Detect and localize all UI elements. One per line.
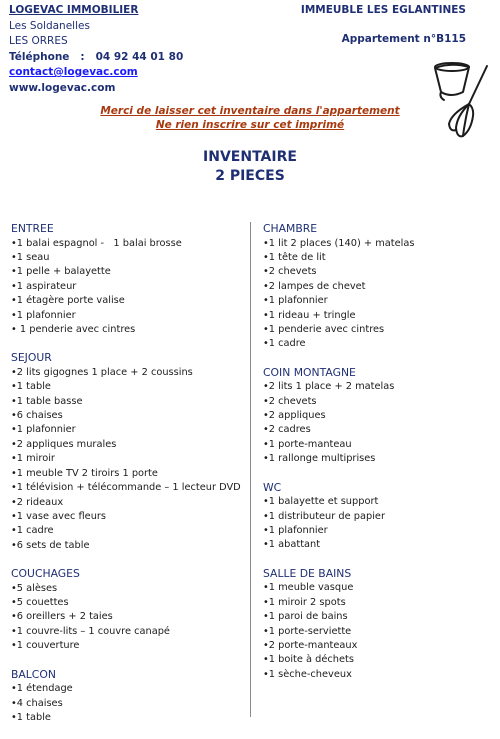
inventory-item: •1 couverture (11, 640, 80, 652)
column-divider (250, 222, 251, 717)
inventory-item: • 1 penderie avec cintres (11, 323, 136, 335)
inventory-item: •2 chevets (263, 266, 317, 278)
inventory-item: •2 chevets (263, 395, 317, 407)
left-column (11, 222, 246, 739)
phone-label: Téléphone (9, 50, 70, 63)
document-title (0, 148, 500, 186)
phone-number: 04 92 44 01 80 (95, 50, 184, 63)
inventory-item: •1 plafonnier (11, 309, 76, 321)
section-title: ENTREE (11, 222, 54, 235)
inventory-item: •2 lampes de chevet (263, 280, 366, 292)
inventory-item: •1 cadre (263, 338, 306, 350)
inventory-item: •1 étendage (11, 683, 73, 695)
agency-website: www.logevac.com (9, 81, 116, 94)
inventory-item: •6 chaises (11, 410, 63, 422)
section-title: COUCHAGES (11, 567, 80, 581)
inventory-item: •1 cadre (11, 525, 54, 537)
right-column (263, 222, 498, 696)
inventory-item: •1 vase avec fleurs (11, 510, 107, 522)
inventory-item: •1 plafonnier (263, 525, 328, 536)
inventory-item: •1 balai espagnol - 1 balai brosse (11, 237, 182, 249)
inventory-item: •1 distributeur de papier (263, 510, 385, 522)
inventory-item: •4 chaises (11, 697, 63, 709)
inventory-item: •6 oreillers + 2 taies (11, 611, 113, 623)
notice-line2: Ne rien inscrire sur cet imprimé (155, 119, 345, 131)
inventory-item: •5 alèses (11, 582, 58, 594)
inventory-item: •1 rallonge multiprises (263, 453, 376, 465)
inventory-item: •2 lits 1 place + 2 matelas (263, 381, 395, 393)
title-line2: 2 PIECES (215, 168, 285, 184)
inventory-section (263, 481, 498, 553)
section-title: COIN MONTAGNE (263, 365, 356, 379)
inventory-section (263, 567, 498, 682)
inventory-item: •2 cadres (263, 424, 311, 436)
agency-address-line2: LES ORRES (9, 35, 68, 47)
inventory-item: •5 couettes (11, 597, 69, 609)
inventory-section (11, 222, 246, 337)
inventory-item: •1 télévision + télécommande – 1 lecteur DVD (11, 482, 241, 494)
inventory-item: •6 sets de table (11, 539, 90, 551)
inventory-item: •1 porte-serviette (263, 625, 352, 637)
section-title: BALCON (11, 667, 56, 681)
agency-contact-block (9, 3, 183, 96)
inventory-section (263, 222, 498, 352)
inventory-item: •1 porte-manteau (263, 438, 352, 450)
agency-name: LOGEVAC IMMOBILIER (9, 4, 139, 16)
inventory-item: •1 table (11, 711, 51, 723)
building-block (301, 3, 466, 47)
inventory-item: •1 plafonnier (11, 424, 76, 436)
apartment-number: Appartement n°B115 (341, 32, 466, 45)
title-line1: INVENTAIRE (203, 149, 297, 165)
inventory-item: •2 appliques (263, 410, 326, 422)
agency-email-link[interactable]: contact@logevac.com (9, 66, 138, 78)
section-title: CHAMBRE (263, 222, 318, 235)
inventory-item: •1 paroi de bains (263, 611, 348, 623)
inventory-item: •1 table (11, 381, 51, 393)
inventory-item: •1 penderie avec cintres (263, 323, 385, 335)
section-title: SEJOUR (11, 351, 52, 365)
notice-text (0, 104, 500, 132)
section-title: WC (263, 480, 282, 494)
inventory-item: •1 aspirateur (11, 280, 77, 292)
inventory-item: •1 miroir (11, 453, 55, 465)
inventory-item: •1 abattant (263, 539, 321, 551)
inventory-section (11, 668, 246, 726)
inventory-item: •1 seau (11, 251, 50, 263)
inventory-item: •1 sèche-cheveux (263, 668, 352, 680)
agency-address-line1: Les Soldanelles (9, 19, 90, 32)
inventory-item: •2 appliques murales (11, 438, 117, 450)
inventory-item: •1 rideau + tringle (263, 309, 356, 321)
inventory-item: •1 boite à déchets (263, 654, 354, 666)
notice-line1: Merci de laisser cet inventaire dans l'appartement (100, 105, 400, 117)
section-title: SALLE DE BAINS (263, 566, 352, 580)
inventory-item: •1 table basse (11, 395, 83, 407)
inventory-item: •1 meuble vasque (263, 582, 354, 594)
inventory-item: •1 étagère porte valise (11, 295, 125, 307)
inventory-item: •1 pelle + balayette (11, 266, 111, 278)
inventory-item: •1 miroir 2 spots (263, 596, 346, 608)
inventory-item: •1 couvre-lits – 1 couvre canapé (11, 625, 170, 637)
agency-phone: Téléphone : 04 92 44 01 80 (9, 50, 184, 63)
inventory-item: •2 lits gigognes 1 place + 2 coussins (11, 366, 193, 378)
inventory-section (11, 351, 246, 553)
building-name: IMMEUBLE LES EGLANTINES (300, 4, 466, 16)
inventory-item: •1 tête de lit (263, 251, 326, 263)
inventory-section (263, 366, 498, 467)
inventory-item: •1 lit 2 places (140) + matelas (263, 237, 415, 249)
inventory-item: •1 plafonnier (263, 295, 328, 307)
inventory-item: •2 porte-manteaux (263, 639, 358, 651)
inventory-section (11, 567, 246, 654)
inventory-item: •1 balayette et support (263, 496, 379, 508)
inventory-item: •1 meuble TV 2 tiroirs 1 porte (11, 467, 158, 479)
inventory-item: •2 rideaux (11, 496, 64, 508)
